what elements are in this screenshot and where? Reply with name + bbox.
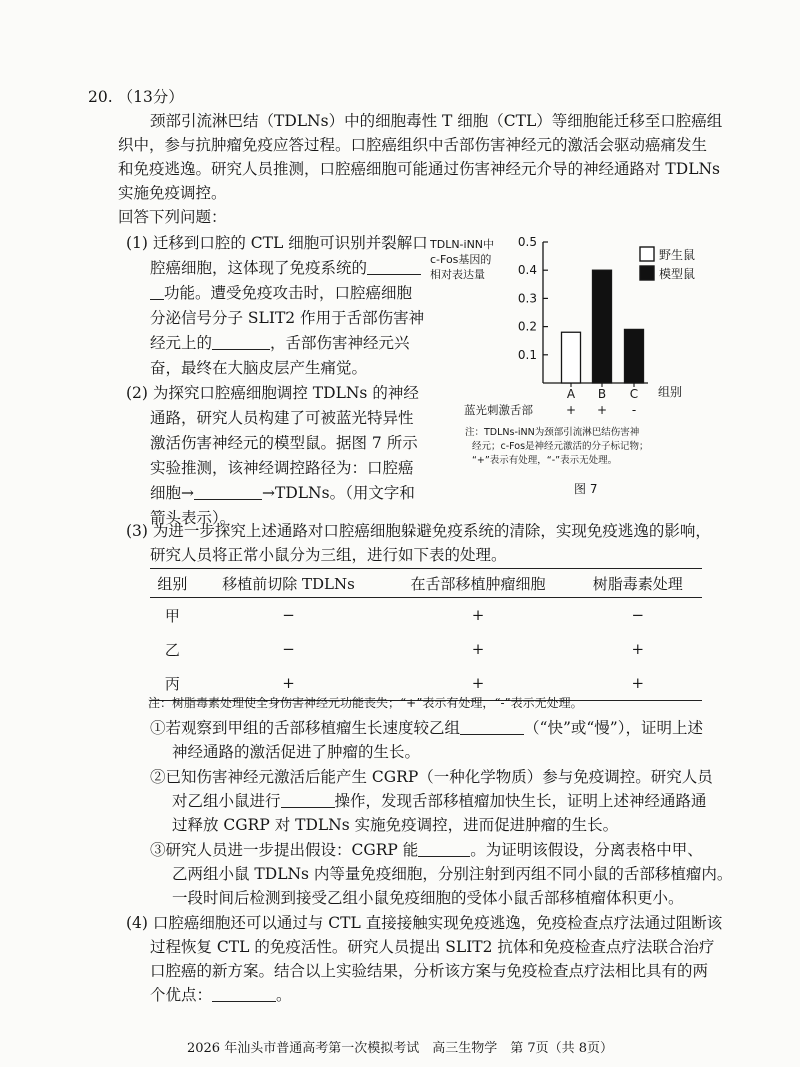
y-tick-label: 0.4 bbox=[517, 263, 537, 278]
figure-note-line: “+”表示有处理，“-”表示无处理。 bbox=[472, 455, 618, 466]
intro-line: 和免疫逃逸。研究人员推测，口腔癌细胞可能通过伤害神经元介导的神经通路对 TDLNs bbox=[118, 160, 721, 178]
answer-blank[interactable] bbox=[194, 483, 262, 500]
treatment-mark: - bbox=[631, 403, 637, 417]
table-header: 在舌部移植肿瘤细胞 bbox=[382, 569, 573, 598]
sub3-line: 乙两组小鼠 TDLNs 内等量免疫细胞，分别注射到丙组不同小鼠的舌部移植瘤内。 bbox=[172, 865, 733, 883]
x-axis-title: 组别 bbox=[658, 385, 683, 399]
table-header: 移植前切除 TDLNs bbox=[195, 569, 383, 598]
part1-line: 腔癌细胞，这体现了免疫系统的 bbox=[150, 257, 421, 279]
part1-line: (1) 迁移到口腔的 CTL 细胞可识别并裂解口 bbox=[126, 234, 428, 252]
part2-line: 通路，研究人员构建了可被蓝光特异性 bbox=[150, 409, 414, 427]
x-tick-label: C bbox=[629, 387, 639, 401]
part2-line: (2) 为探究口腔癌细胞调控 TDLNs 的神经 bbox=[126, 384, 419, 402]
part1-line: 分泌信号分子 SLIT2 作用于舌部伤害神 bbox=[150, 309, 425, 327]
answer-blank[interactable] bbox=[212, 333, 270, 350]
answer-prompt: 回答下列问题： bbox=[118, 208, 227, 226]
legend-swatch-wild bbox=[640, 247, 654, 261]
y-axis-title bbox=[430, 237, 494, 281]
part4-line: (4) 口腔癌细胞还可以通过与 CTL 直接接触实现免疫逃逸，免疫检查点疗法通过阻断该 bbox=[126, 914, 723, 932]
sub2-line: 过释放 CGRP 对 TDLNs 实施免疫调控，进而促进肿瘤的生长。 bbox=[172, 816, 619, 834]
table-cell: 丙 bbox=[150, 666, 195, 701]
table-cell: + bbox=[574, 666, 702, 701]
sub1-line: ①若观察到甲组的舌部移植瘤生长速度较乙组 （“快”或“慢”），证明上述 bbox=[150, 719, 703, 737]
treatment-mark: + bbox=[565, 403, 577, 417]
table-header-row bbox=[150, 569, 702, 598]
page-footer: 2026 年汕头市普通高考第一次模拟考试 高三生物学 第 7页（共 8页） bbox=[186, 1041, 614, 1056]
table-cell: + bbox=[471, 606, 485, 624]
y-title-line: c-Fos基因的 bbox=[430, 253, 492, 266]
answer-blank[interactable] bbox=[367, 258, 421, 275]
part2-line: 箭头表示）。 bbox=[150, 509, 236, 527]
table-row bbox=[150, 632, 702, 666]
legend-label: 模型鼠 bbox=[659, 267, 696, 281]
answer-blank[interactable] bbox=[150, 283, 164, 300]
legend bbox=[640, 247, 695, 281]
part1-line: 经元上的 ，舌部伤害神经元兴 bbox=[150, 334, 410, 352]
sub2-line: ②已知伤害神经元激活后能产生 CGRP（一种化学物质）参与免疫调控。研究人员 bbox=[150, 768, 713, 786]
part1-line: 功能。遭受免疫攻击时，口腔癌细胞 bbox=[150, 282, 412, 304]
table-header: 树脂毒素处理 bbox=[574, 569, 702, 598]
figure-caption: 图 7 bbox=[574, 482, 598, 496]
y-title-line: TDLN-iNN中 bbox=[430, 238, 495, 251]
table-cell: − bbox=[282, 640, 295, 658]
treatment-mark: + bbox=[596, 403, 608, 417]
intro-line: 实施免疫调控。 bbox=[118, 184, 227, 202]
part3-line: 研究人员将正常小鼠分为三组，进行如下表的处理。 bbox=[150, 546, 507, 564]
answer-blank[interactable] bbox=[460, 718, 524, 735]
bar-C bbox=[625, 329, 644, 383]
sub1-line: 神经通路的激活促进了肿瘤的生长。 bbox=[172, 743, 421, 761]
table-cell: 乙 bbox=[164, 640, 180, 659]
bar-B bbox=[593, 270, 612, 383]
legend-label: 野生鼠 bbox=[659, 248, 696, 262]
sub3-line: 一段时间后检测到接受乙组小鼠免疫细胞的受体小鼠舌部移植瘤体积更小。 bbox=[172, 889, 684, 907]
figure7-chart bbox=[430, 230, 725, 500]
intro-line: 织中，参与抗肿瘤免疫应答过程。口腔癌组织中舌部伤害神经元的激活会驱动癌痛发生 bbox=[118, 136, 708, 154]
legend-swatch-model bbox=[640, 266, 654, 280]
bar-A bbox=[562, 332, 581, 383]
x-tick-label: A bbox=[566, 387, 576, 401]
part2-line: 细胞→ →TDLNs。（用文字和 bbox=[150, 484, 415, 502]
answer-blank[interactable] bbox=[281, 791, 335, 808]
sub3-line: ③研究人员进一步提出假设：CGRP 能 。为证明该假设，分离表格中甲、 bbox=[150, 841, 703, 859]
y-title-line: 相对表达量 bbox=[430, 268, 485, 281]
answer-blank[interactable] bbox=[212, 985, 276, 1002]
figure-note-line: 注：TDLNs-iNN为颈部引流淋巴结伤害神 bbox=[465, 427, 640, 438]
table-cell: 甲 bbox=[164, 606, 180, 625]
table-cell: + bbox=[382, 666, 573, 701]
part3-line: (3) 为进一步探究上述通路对口腔癌细胞躲避免疫系统的清除，实现免疫逃逸的影响， bbox=[126, 522, 711, 540]
sub2-line: 对乙组小鼠进行 操作，发现舌部移植瘤加快生长，证明上述神经通路通 bbox=[172, 792, 707, 810]
intro-line: 颈部引流淋巴结（TDLNs）中的细胞毒性 T 细胞（CTL）等细胞能迁移至口腔癌组 bbox=[150, 112, 723, 130]
table-note: 注：树脂毒素处理使全身伤害神经元功能丧失；“+”表示有处理，“-”表示无处理。 bbox=[148, 696, 583, 710]
figure-note-line: 经元；c-Fos是神经元激活的分子标记物； bbox=[472, 441, 649, 452]
y-tick-label: 0.1 bbox=[517, 347, 537, 362]
treatment-table bbox=[150, 568, 702, 701]
table-row bbox=[150, 598, 702, 633]
table-cell: + bbox=[631, 640, 645, 658]
part2-line: 实验推测，该神经调控路径为：口腔癌 bbox=[150, 459, 414, 477]
part4-line: 过程恢复 CTL 的免疫活性。研究人员提出 SLIT2 抗体和免疫检查点疗法联合治疗 bbox=[150, 938, 715, 956]
table-cell: + bbox=[195, 666, 383, 701]
answer-blank[interactable] bbox=[418, 840, 470, 857]
y-tick-label: 0.5 bbox=[517, 235, 537, 249]
table-cell: − bbox=[631, 606, 645, 624]
part1-line: 奋，最终在大脑皮层产生痛觉。 bbox=[150, 359, 368, 377]
part4-line: 个优点： 。 bbox=[150, 986, 292, 1004]
table-header: 组别 bbox=[150, 569, 195, 598]
part4-line: 口腔癌的新方案。结合以上实验结果，分析该方案与免疫检查点疗法相比具有的两 bbox=[150, 962, 709, 980]
blue-light-row-label: 蓝光刺激舌部 bbox=[464, 403, 533, 417]
table-cell: − bbox=[282, 606, 295, 624]
y-tick-label: 0.2 bbox=[517, 319, 537, 334]
x-tick-label: B bbox=[597, 387, 607, 401]
part2-line: 激活伤害神经元的模型鼠。据图 7 所示 bbox=[150, 434, 418, 452]
question-number: 20. （13分） bbox=[88, 88, 184, 106]
table-cell: + bbox=[471, 640, 485, 658]
y-tick-label: 0.3 bbox=[517, 291, 537, 306]
